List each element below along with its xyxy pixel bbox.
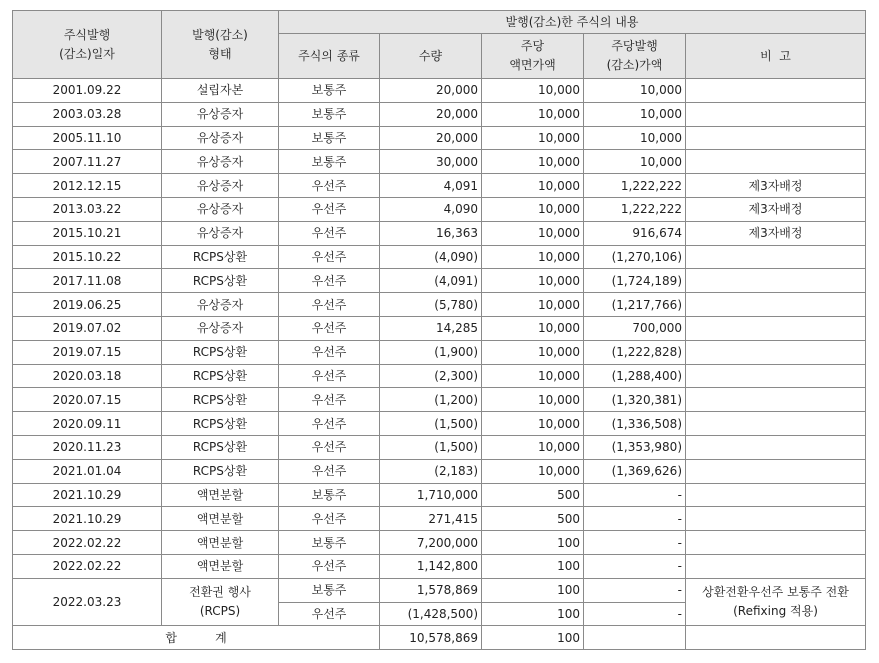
total-price xyxy=(584,626,686,650)
total-qty: 10,578,869 xyxy=(380,626,482,650)
cell-face: 10,000 xyxy=(482,102,584,126)
cell-note: 제3자배정 xyxy=(686,221,866,245)
cell-date: 2022.02.22 xyxy=(13,531,162,555)
table-row xyxy=(13,340,866,364)
cell-face: 10,000 xyxy=(482,388,584,412)
cell-note xyxy=(686,79,866,103)
table-row xyxy=(13,412,866,436)
cell-note xyxy=(686,102,866,126)
cell-type: 설립자본 xyxy=(162,79,279,103)
cell-type: 유상증자 xyxy=(162,150,279,174)
cell-date: 2019.07.02 xyxy=(13,316,162,340)
cell-qty: (5,780) xyxy=(380,293,482,317)
cell-kind: 보통주 xyxy=(279,531,380,555)
cell-type: 유상증자 xyxy=(162,316,279,340)
cell-kind: 우선주 xyxy=(279,364,380,388)
cell-kind: 보통주 xyxy=(279,102,380,126)
cell-note: 제3자배정 xyxy=(686,174,866,198)
cell-type-line2: (RCPS) xyxy=(199,604,241,619)
cell-kind: 우선주 xyxy=(279,435,380,459)
header-type-line2: 형태 xyxy=(208,46,232,61)
header-date-line1: 주식발행 xyxy=(63,27,111,42)
cell-type: 유상증자 xyxy=(162,293,279,317)
cell-note xyxy=(686,316,866,340)
cell-type: RCPS상환 xyxy=(162,269,279,293)
cell-note xyxy=(686,293,866,317)
cell-qty: 20,000 xyxy=(380,126,482,150)
cell-kind: 우선주 xyxy=(279,293,380,317)
cell-note xyxy=(686,531,866,555)
header-qty: 수량 xyxy=(380,34,482,79)
cell-type: 유상증자 xyxy=(162,174,279,198)
cell-price: (1,369,626) xyxy=(584,459,686,483)
cell-type xyxy=(162,578,279,626)
cell-kind: 보통주 xyxy=(279,483,380,507)
cell-note xyxy=(686,483,866,507)
cell-qty: (1,500) xyxy=(380,435,482,459)
cell-note xyxy=(686,150,866,174)
cell-date: 2021.10.29 xyxy=(13,507,162,531)
cell-type: 액면분할 xyxy=(162,554,279,578)
cell-kind: 보통주 xyxy=(279,79,380,103)
header-face xyxy=(482,34,584,79)
cell-face: 10,000 xyxy=(482,197,584,221)
cell-qty: (4,091) xyxy=(380,269,482,293)
cell-kind: 우선주 xyxy=(279,507,380,531)
cell-face: 100 xyxy=(482,602,584,626)
cell-type: RCPS상환 xyxy=(162,340,279,364)
cell-date: 2015.10.22 xyxy=(13,245,162,269)
cell-face: 500 xyxy=(482,507,584,531)
cell-price: - xyxy=(584,507,686,531)
cell-qty: (4,090) xyxy=(380,245,482,269)
cell-price: 916,674 xyxy=(584,221,686,245)
cell-note xyxy=(686,435,866,459)
header-note: 비 고 xyxy=(686,34,866,79)
table-row xyxy=(13,269,866,293)
header-date xyxy=(13,11,162,79)
cell-kind: 우선주 xyxy=(279,459,380,483)
cell-face: 10,000 xyxy=(482,221,584,245)
cell-type: RCPS상환 xyxy=(162,245,279,269)
cell-kind: 우선주 xyxy=(279,388,380,412)
cell-kind: 보통주 xyxy=(279,150,380,174)
cell-kind: 우선주 xyxy=(279,602,380,626)
cell-price: (1,353,980) xyxy=(584,435,686,459)
table-row xyxy=(13,388,866,412)
header-issue-line1: 주당발행 xyxy=(611,39,658,53)
cell-date: 2005.11.10 xyxy=(13,126,162,150)
cell-face: 100 xyxy=(482,554,584,578)
cell-qty: 7,200,000 xyxy=(380,531,482,555)
cell-qty: (1,200) xyxy=(380,388,482,412)
cell-note xyxy=(686,126,866,150)
cell-qty: (1,500) xyxy=(380,412,482,436)
cell-face: 10,000 xyxy=(482,435,584,459)
cell-qty: 4,090 xyxy=(380,197,482,221)
table-row xyxy=(13,126,866,150)
total-label: 합 계 xyxy=(13,626,380,650)
cell-qty: 1,578,869 xyxy=(380,578,482,602)
cell-note xyxy=(686,507,866,531)
cell-price: 1,222,222 xyxy=(584,197,686,221)
cell-price: - xyxy=(584,578,686,602)
cell-face: 10,000 xyxy=(482,126,584,150)
cell-qty: 14,285 xyxy=(380,316,482,340)
cell-price: (1,288,400) xyxy=(584,364,686,388)
cell-face: 10,000 xyxy=(482,269,584,293)
cell-type: 액면분할 xyxy=(162,531,279,555)
cell-face: 10,000 xyxy=(482,150,584,174)
header-face-line1: 주당 xyxy=(520,39,545,53)
cell-price: 10,000 xyxy=(584,126,686,150)
cell-kind: 우선주 xyxy=(279,197,380,221)
table-row xyxy=(13,459,866,483)
cell-qty: (2,183) xyxy=(380,459,482,483)
cell-type: 액면분할 xyxy=(162,483,279,507)
cell-date: 2021.10.29 xyxy=(13,483,162,507)
header-content: 발행(감소)한 주식의 내용 xyxy=(279,11,866,34)
total-row xyxy=(13,626,866,650)
cell-date: 2017.11.08 xyxy=(13,269,162,293)
cell-kind: 우선주 xyxy=(279,245,380,269)
cell-kind: 우선주 xyxy=(279,316,380,340)
cell-price: (1,724,189) xyxy=(584,269,686,293)
cell-type: 액면분할 xyxy=(162,507,279,531)
cell-date: 2020.07.15 xyxy=(13,388,162,412)
cell-qty: 271,415 xyxy=(380,507,482,531)
cell-type: 유상증자 xyxy=(162,126,279,150)
cell-qty: 4,091 xyxy=(380,174,482,198)
cell-type-line1: 전환권 행사 xyxy=(189,585,251,600)
cell-kind: 우선주 xyxy=(279,221,380,245)
cell-date: 2001.09.22 xyxy=(13,79,162,103)
cell-price: (1,320,381) xyxy=(584,388,686,412)
cell-note xyxy=(686,554,866,578)
cell-date: 2021.01.04 xyxy=(13,459,162,483)
cell-note xyxy=(686,245,866,269)
cell-price: 10,000 xyxy=(584,102,686,126)
cell-face: 100 xyxy=(482,578,584,602)
cell-qty: 16,363 xyxy=(380,221,482,245)
cell-price: (1,336,508) xyxy=(584,412,686,436)
table-row xyxy=(13,221,866,245)
cell-note-line1: 상환전환우선주 보통주 전환 xyxy=(702,585,849,600)
header-issue-price xyxy=(584,34,686,79)
cell-face: 10,000 xyxy=(482,459,584,483)
cell-type: 유상증자 xyxy=(162,221,279,245)
cell-note xyxy=(686,340,866,364)
cell-face: 10,000 xyxy=(482,364,584,388)
cell-price: - xyxy=(584,602,686,626)
table-row xyxy=(13,507,866,531)
cell-qty: (1,428,500) xyxy=(380,602,482,626)
cell-date: 2022.02.22 xyxy=(13,554,162,578)
cell-date: 2020.09.11 xyxy=(13,412,162,436)
cell-date: 2022.03.23 xyxy=(13,578,162,626)
cell-date: 2012.12.15 xyxy=(13,174,162,198)
cell-price: - xyxy=(584,483,686,507)
cell-note xyxy=(686,364,866,388)
cell-qty: 20,000 xyxy=(380,102,482,126)
cell-price: 10,000 xyxy=(584,150,686,174)
cell-face: 10,000 xyxy=(482,79,584,103)
header-face-line2: 액면가액 xyxy=(509,58,556,72)
cell-kind: 보통주 xyxy=(279,578,380,602)
cell-type: RCPS상환 xyxy=(162,412,279,436)
cell-type: RCPS상환 xyxy=(162,364,279,388)
cell-price: 10,000 xyxy=(584,79,686,103)
cell-type: 유상증자 xyxy=(162,197,279,221)
cell-face: 10,000 xyxy=(482,316,584,340)
cell-note xyxy=(686,269,866,293)
cell-price: (1,270,106) xyxy=(584,245,686,269)
cell-note xyxy=(686,412,866,436)
table-row xyxy=(13,293,866,317)
table-row xyxy=(13,245,866,269)
cell-qty: 1,142,800 xyxy=(380,554,482,578)
header-date-line2: (감소)일자 xyxy=(59,46,115,61)
header-type-line1: 발행(감소) xyxy=(192,27,248,42)
cell-date: 2015.10.21 xyxy=(13,221,162,245)
cell-qty: 1,710,000 xyxy=(380,483,482,507)
cell-face: 10,000 xyxy=(482,293,584,317)
cell-date: 2019.07.15 xyxy=(13,340,162,364)
cell-note: 제3자배정 xyxy=(686,197,866,221)
cell-price: 1,222,222 xyxy=(584,174,686,198)
table-row xyxy=(13,531,866,555)
cell-type: 유상증자 xyxy=(162,102,279,126)
cell-date: 2019.06.25 xyxy=(13,293,162,317)
share-issuance-table xyxy=(12,10,866,650)
header-type xyxy=(162,11,279,79)
table-row xyxy=(13,578,866,602)
table-row xyxy=(13,174,866,198)
table-row xyxy=(13,554,866,578)
table-footer xyxy=(13,578,866,649)
cell-face: 100 xyxy=(482,531,584,555)
table-row xyxy=(13,150,866,174)
cell-date: 2003.03.28 xyxy=(13,102,162,126)
header-issue-line2: (감소)가액 xyxy=(606,58,663,72)
cell-type: RCPS상환 xyxy=(162,459,279,483)
cell-face: 10,000 xyxy=(482,245,584,269)
table-row xyxy=(13,102,866,126)
cell-face: 10,000 xyxy=(482,174,584,198)
cell-note-line2: (Refixing 적용) xyxy=(733,604,818,619)
table-row xyxy=(13,483,866,507)
total-note xyxy=(686,626,866,650)
cell-date: 2020.03.18 xyxy=(13,364,162,388)
header-kind: 주식의 종류 xyxy=(279,34,380,79)
total-face: 100 xyxy=(482,626,584,650)
cell-type: RCPS상환 xyxy=(162,435,279,459)
cell-note xyxy=(686,388,866,412)
cell-date: 2007.11.27 xyxy=(13,150,162,174)
cell-kind: 우선주 xyxy=(279,174,380,198)
cell-kind: 우선주 xyxy=(279,340,380,364)
cell-qty: 30,000 xyxy=(380,150,482,174)
cell-date: 2020.11.23 xyxy=(13,435,162,459)
cell-face: 10,000 xyxy=(482,340,584,364)
cell-type: RCPS상환 xyxy=(162,388,279,412)
cell-price: 700,000 xyxy=(584,316,686,340)
table-row xyxy=(13,197,866,221)
table-body xyxy=(13,79,866,579)
table-row xyxy=(13,364,866,388)
cell-kind: 우선주 xyxy=(279,412,380,436)
cell-kind: 우선주 xyxy=(279,269,380,293)
cell-face: 10,000 xyxy=(482,412,584,436)
cell-date: 2013.03.22 xyxy=(13,197,162,221)
cell-price: - xyxy=(584,554,686,578)
cell-kind: 우선주 xyxy=(279,554,380,578)
cell-qty: (1,900) xyxy=(380,340,482,364)
cell-kind: 보통주 xyxy=(279,126,380,150)
cell-note xyxy=(686,578,866,626)
cell-price: (1,222,828) xyxy=(584,340,686,364)
cell-note xyxy=(686,459,866,483)
cell-qty: 20,000 xyxy=(380,79,482,103)
cell-qty: (2,300) xyxy=(380,364,482,388)
table-row xyxy=(13,79,866,103)
cell-price: (1,217,766) xyxy=(584,293,686,317)
cell-face: 500 xyxy=(482,483,584,507)
table-row xyxy=(13,316,866,340)
cell-price: - xyxy=(584,531,686,555)
table-row xyxy=(13,435,866,459)
